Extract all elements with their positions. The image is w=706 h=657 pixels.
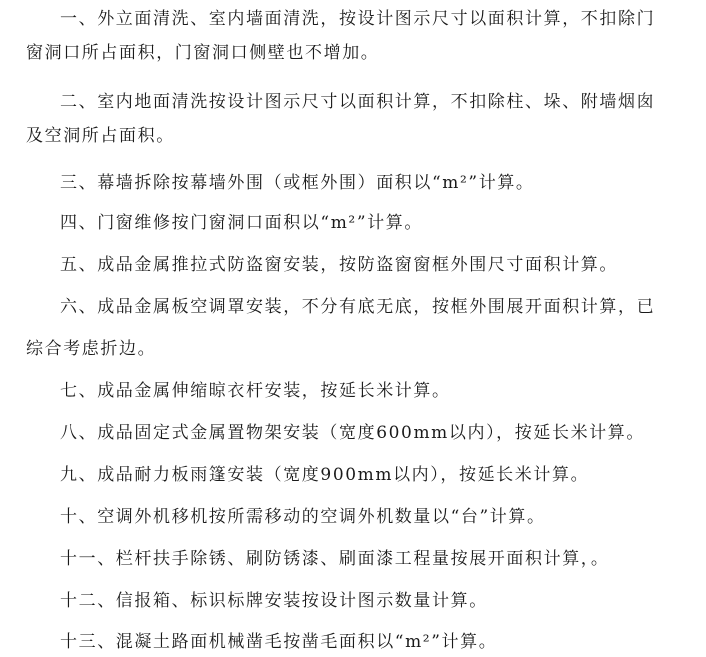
paragraph-9: 九、成品耐力板雨篷安装（宽度900mm以内），按延长米计算。: [60, 465, 590, 485]
paragraph-13: 十三、混凝土路面机械凿毛按凿毛面积以“m²”计算。: [60, 632, 498, 652]
paragraph-11: 十一、栏杆扶手除锈、刷防锈漆、刷面漆工程量按展开面积计算，。: [60, 549, 610, 569]
paragraph-6-line-2: 综合考虑折边。: [26, 339, 157, 359]
paragraph-2-line-1: 二、室内地面清洗按设计图示尺寸以面积计算，不扣除柱、垛、附墙烟囱: [60, 92, 656, 112]
paragraph-10: 十、空调外机移机按所需移动的空调外机数量以“台”计算。: [60, 507, 546, 527]
paragraph-5: 五、成品金属推拉式防盗窗安装，按防盗窗窗框外围尺寸面积计算。: [60, 255, 618, 275]
paragraph-12: 十二、信报箱、标识标牌安装按设计图示数量计算。: [60, 591, 488, 611]
paragraph-8: 八、成品固定式金属置物架安装（宽度600mm以内），按延长米计算。: [60, 423, 645, 443]
paragraph-2-line-2: 及空洞所占面积。: [26, 126, 175, 146]
paragraph-6-line-1: 六、成品金属板空调罩安装，不分有底无底，按框外围展开面积计算，已: [60, 297, 656, 317]
paragraph-4: 四、门窗维修按门窗洞口面积以“m²”计算。: [60, 213, 423, 233]
paragraph-7: 七、成品金属伸缩晾衣杆安装，按延长米计算。: [60, 381, 451, 401]
paragraph-3: 三、幕墙拆除按幕墙外围（或框外围）面积以“m²”计算。: [60, 173, 535, 193]
paragraph-1-line-1: 一、外立面清洗、室内墙面清洗，按设计图示尺寸以面积计算，不扣除门: [60, 9, 656, 29]
paragraph-1-line-2: 窗洞口所占面积，门窗洞口侧壁也不增加。: [26, 43, 380, 63]
